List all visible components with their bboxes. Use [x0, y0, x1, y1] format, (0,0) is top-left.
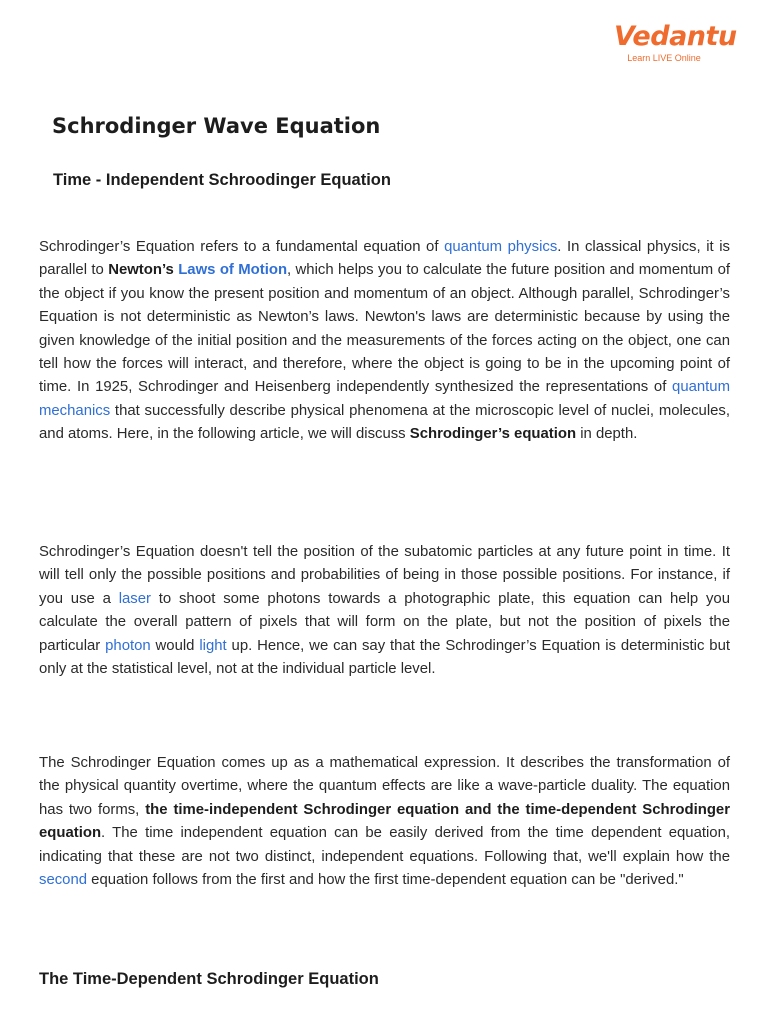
text-run: to shoot some photons towards a photographic plate, this equation can help you calculate the overall pattern of pixels that will form on the plate, but not the position of pixels the particular: [39, 590, 730, 654]
logo-tagline: Learn LIVE Online: [627, 53, 701, 63]
statistical-level-paragraph: [39, 541, 730, 681]
page-subtitle: Time - Independent Schroodinger Equation: [53, 171, 391, 189]
text-run: up. Hence, we can say that the Schrodinger’s Equation is deterministic but only at the statistical level, not at the individual particle level.: [39, 637, 730, 678]
text-run: Schrodinger’s Equation doesn't tell the position of the subatomic particles at any future point in time. It will tell only the possible positions and probabilities of being in those possible positions. For instance, if you use a: [39, 544, 730, 607]
quantum-mechanics-link[interactable]: quantum mechanics: [39, 379, 730, 419]
laser-link[interactable]: laser: [118, 590, 151, 607]
second-link[interactable]: second: [39, 872, 88, 889]
section-heading: The Time-Dependent Schrodinger Equation: [39, 970, 379, 988]
text-run: The Schrodinger Equation comes up as a mathematical expression. It describes the transformation of the physical quantity overtime, where the quantum effects are like a wave-particle duality. The equation has two forms,: [39, 755, 730, 818]
text-run: in depth.: [576, 426, 638, 443]
text-run: would: [150, 637, 200, 654]
vedantu-logo[interactable]: [614, 21, 737, 63]
text-run: . The time independent equation can be easily derived from the time dependent equation, indicating that these are not two distinct, independent equations. Following that, we'll explain how the: [39, 825, 730, 865]
intro-paragraph: [39, 236, 730, 447]
logo-wordmark: Vedantu: [614, 21, 737, 52]
text-run: that successfully describe physical phenomena at the microscopic level of nuclei, molecules, and atoms. Here, in the following article, we will discuss: [39, 402, 730, 443]
text-run: equation follows from the first and how the first time-dependent equation can be "derived.": [87, 872, 684, 889]
two-forms-bold-text: the time-independent Schrodinger equation and the time-dependent Schrodinger equation: [39, 801, 730, 842]
text-run: Schrodinger’s Equation refers to a fundamental equation of: [39, 239, 445, 255]
text-run: , which helps you to calculate the future position and momentum of the object if you know the present position and momentum of an object. Although parallel, Schrodinger’s Equation is not deterministic as Newton’s laws. Newton's laws are deterministic because by using the given knowledge of the initial position and the measurements of the forces acting on the object, one can tell how the forces will interact, and therefore, where the object is going to be in the upcoming point of time. In 1925, Schrodinger and Heisenberg independently synthesized the representations of: [39, 262, 731, 396]
photon-link[interactable]: photon: [105, 637, 151, 654]
page-title: Schrodinger Wave Equation: [52, 114, 381, 138]
laws-of-motion-link[interactable]: Laws of Motion: [178, 262, 288, 279]
schrodingers-equation-bold-text: Schrodinger’s equation: [409, 426, 577, 443]
light-link[interactable]: light: [199, 637, 227, 654]
text-run: . In classical physics, it is parallel to: [39, 239, 731, 279]
quantum-physics-link[interactable]: quantum physics: [444, 239, 558, 255]
newtons-bold-text: Newton’s: [108, 262, 174, 279]
two-forms-paragraph: [39, 752, 730, 892]
